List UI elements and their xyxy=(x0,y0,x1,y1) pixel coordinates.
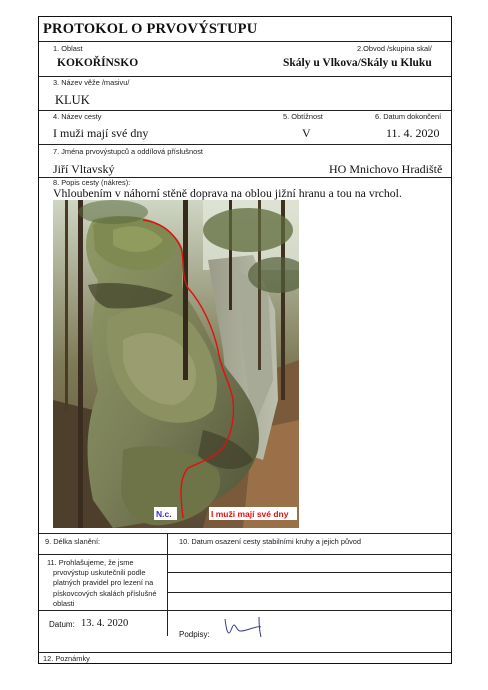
signatures-label: Podpisy: xyxy=(179,630,210,639)
form-title: PROTOKOL O PRVOVÝSTUPU xyxy=(43,21,258,37)
climbers-label: 7. Jména prvovýstupců a oddílová příslušnost xyxy=(53,147,203,156)
signing-date-label: Datum: xyxy=(49,620,75,629)
divider xyxy=(39,652,451,653)
divider xyxy=(167,572,451,573)
declaration-line: platných pravidel pro lezení na xyxy=(53,578,154,588)
divider xyxy=(39,110,451,111)
declaration-line: 11. Prohlašujeme, že jsme xyxy=(47,558,134,567)
divider xyxy=(167,592,451,593)
date-completed-value: 11. 4. 2020 xyxy=(386,126,440,140)
route-label: 4. Název cesty xyxy=(53,112,102,121)
route-photo xyxy=(53,200,299,528)
climber-club: HO Mnichovo Hradiště xyxy=(329,162,443,176)
date-completed-label: 6. Datum dokončení xyxy=(375,112,442,121)
divider xyxy=(39,554,451,555)
area-label: 1. Oblast xyxy=(53,44,83,53)
declaration-text xyxy=(47,558,165,609)
area-value: KOKOŘÍNSKO xyxy=(57,57,139,69)
notes-label: 12. Poznámky xyxy=(43,654,90,663)
anchors-label: 10. Datum osazení cesty stabilními kruhy a jejich původ xyxy=(179,537,361,546)
route-photo-drawing xyxy=(53,200,299,528)
declaration-line: pískovcových skalách příslušné xyxy=(53,588,157,598)
divider-vertical xyxy=(167,533,168,636)
difficulty-label: 5. Obtížnost xyxy=(283,112,323,121)
district-label: 2.Obvod /skupina skal/ xyxy=(357,44,432,53)
first-ascent-protocol-form xyxy=(38,16,452,664)
divider xyxy=(39,41,451,42)
rappel-label: 9. Délka slanění: xyxy=(45,537,101,546)
climber-name: Jiří Vltavský xyxy=(53,162,115,176)
divider xyxy=(39,144,451,145)
route-value: I muži mají své dny xyxy=(53,126,149,140)
district-value: Skály u Vlkova/Skály u Kluku xyxy=(283,57,432,69)
description-text: Vhloubením v náhorní stěně doprava na oblou jižní hranu a tou na vrchol. xyxy=(53,186,402,200)
divider xyxy=(39,610,451,611)
description-label: 8. Popis cesty (nákres): xyxy=(53,178,131,187)
route-tag-right: I muži mají své dny xyxy=(211,509,289,519)
divider xyxy=(39,76,451,77)
signature-mark xyxy=(221,613,271,641)
difficulty-value: V xyxy=(302,126,311,140)
tower-label: 3. Název věže /masivu/ xyxy=(53,78,130,87)
declaration-line: oblasti xyxy=(53,598,75,608)
divider xyxy=(39,533,451,534)
declaration-line: prvovýstup uskutečnili podle xyxy=(53,568,146,578)
tower-value: KLUK xyxy=(55,93,90,107)
signing-date-value: 13. 4. 2020 xyxy=(81,618,129,629)
route-tag-left: N.c. xyxy=(156,509,172,519)
